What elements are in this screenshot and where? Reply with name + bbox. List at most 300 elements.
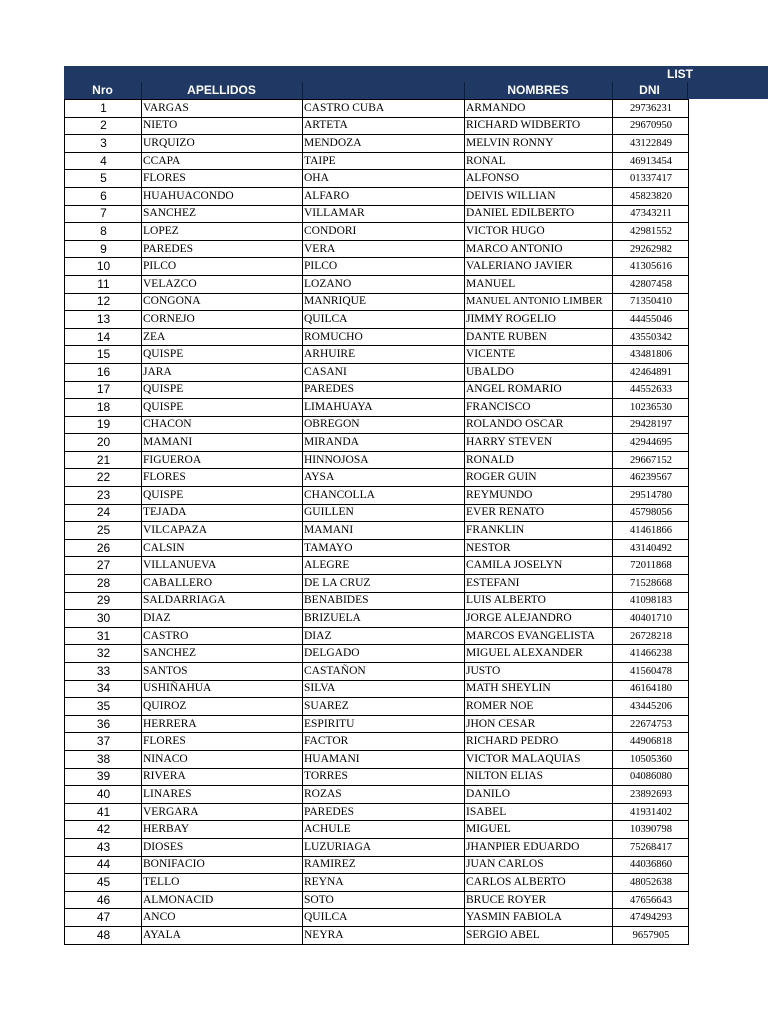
table-row (65, 575, 689, 593)
given-names-cell[interactable]: RICHARD WIDBERTO (465, 117, 613, 135)
first-surname-cell[interactable]: VARGAS (142, 100, 303, 118)
dni-cell[interactable]: 42944695 (613, 434, 689, 452)
dni-cell[interactable]: 46913454 (613, 152, 689, 170)
first-surname-cell[interactable]: RIVERA (142, 768, 303, 786)
table-row (65, 874, 689, 892)
second-surname-cell[interactable]: QUILCA (303, 909, 465, 927)
row-number[interactable]: 30 (65, 610, 142, 628)
dni-cell[interactable]: 29514780 (613, 487, 689, 505)
table-row (65, 504, 689, 522)
dni-cell[interactable]: 71528668 (613, 575, 689, 593)
dni-cell[interactable]: 71350410 (613, 293, 689, 311)
second-surname-cell[interactable]: DELGADO (303, 645, 465, 663)
table-body (65, 100, 689, 945)
dni-cell[interactable]: 40401710 (613, 610, 689, 628)
given-names-cell[interactable]: DANILO (465, 786, 613, 804)
row-number[interactable]: 11 (65, 275, 142, 293)
first-surname-cell[interactable]: CORNEJO (142, 311, 303, 329)
given-names-cell[interactable]: MANUEL (465, 275, 613, 293)
second-surname-cell[interactable]: MAMANI (303, 522, 465, 540)
given-names-cell[interactable]: RONAL (465, 152, 613, 170)
dni-cell[interactable]: 46239567 (613, 469, 689, 487)
given-names-cell[interactable]: CARLOS ALBERTO (465, 874, 613, 892)
table-row (65, 592, 689, 610)
table-row (65, 522, 689, 540)
dni-cell[interactable]: 44455046 (613, 311, 689, 329)
given-names-cell[interactable]: MARCOS EVANGELISTA (465, 627, 613, 645)
given-names-cell[interactable]: LUIS ALBERTO (465, 592, 613, 610)
second-surname-cell[interactable]: BRIZUELA (303, 610, 465, 628)
header-nro: Nro (92, 83, 113, 97)
first-surname-cell[interactable]: LINARES (142, 786, 303, 804)
row-number[interactable]: 26 (65, 539, 142, 557)
given-names-cell[interactable]: MANUEL ANTONIO LIMBER (465, 293, 613, 311)
first-surname-cell[interactable]: QUIROZ (142, 698, 303, 716)
list-title: LIST (667, 67, 693, 81)
second-surname-cell[interactable]: CASANI (303, 363, 465, 381)
second-surname-cell[interactable]: PILCO (303, 258, 465, 276)
table-row (65, 680, 689, 698)
dni-cell[interactable]: 41466238 (613, 645, 689, 663)
table-row (65, 381, 689, 399)
row-number[interactable]: 19 (65, 416, 142, 434)
table-row (65, 856, 689, 874)
given-names-cell[interactable]: ROMER NOE (465, 698, 613, 716)
table-row (65, 768, 689, 786)
row-number[interactable]: 33 (65, 663, 142, 681)
row-number[interactable]: 43 (65, 838, 142, 856)
table-row (65, 187, 689, 205)
table-row (65, 434, 689, 452)
row-number[interactable]: 16 (65, 363, 142, 381)
given-names-cell[interactable]: YASMIN FABIOLA (465, 909, 613, 927)
dni-cell[interactable]: 22674753 (613, 715, 689, 733)
row-number[interactable]: 7 (65, 205, 142, 223)
table-row (65, 416, 689, 434)
second-surname-cell[interactable]: NEYRA (303, 926, 465, 944)
second-surname-cell[interactable]: TAIPE (303, 152, 465, 170)
table-row (65, 275, 689, 293)
given-names-cell[interactable]: FRANKLIN (465, 522, 613, 540)
first-surname-cell[interactable]: FLORES (142, 170, 303, 188)
table-row (65, 451, 689, 469)
second-surname-cell[interactable]: CONDORI (303, 223, 465, 241)
given-names-cell[interactable]: ROGER GUIN (465, 469, 613, 487)
second-surname-cell[interactable]: QUILCA (303, 311, 465, 329)
dni-cell[interactable]: 42807458 (613, 275, 689, 293)
given-names-cell[interactable]: MARCO ANTONIO (465, 240, 613, 258)
dni-cell[interactable]: 29428197 (613, 416, 689, 434)
given-names-cell[interactable]: RONALD (465, 451, 613, 469)
second-surname-cell[interactable]: ESPIRITU (303, 715, 465, 733)
first-surname-cell[interactable]: SANTOS (142, 663, 303, 681)
first-surname-cell[interactable]: NINACO (142, 750, 303, 768)
second-surname-cell[interactable]: GUILLEN (303, 504, 465, 522)
second-surname-cell[interactable]: VILLAMAR (303, 205, 465, 223)
first-surname-cell[interactable]: ALMONACID (142, 891, 303, 909)
row-number[interactable]: 39 (65, 768, 142, 786)
table-row (65, 557, 689, 575)
row-number[interactable]: 29 (65, 592, 142, 610)
second-surname-cell[interactable]: MANRIQUE (303, 293, 465, 311)
given-names-cell[interactable]: CAMILA JOSELYN (465, 557, 613, 575)
row-number[interactable]: 35 (65, 698, 142, 716)
given-names-cell[interactable]: VALERIANO JAVIER (465, 258, 613, 276)
table-row (65, 487, 689, 505)
first-surname-cell[interactable]: CALSIN (142, 539, 303, 557)
second-surname-cell[interactable]: ROZAS (303, 786, 465, 804)
first-surname-cell[interactable]: HERRERA (142, 715, 303, 733)
first-surname-cell[interactable]: SANCHEZ (142, 205, 303, 223)
given-names-cell[interactable]: REYMUNDO (465, 487, 613, 505)
first-surname-cell[interactable]: VILLANUEVA (142, 557, 303, 575)
second-surname-cell[interactable]: LIMAHUAYA (303, 399, 465, 417)
given-names-cell[interactable]: MELVIN RONNY (465, 135, 613, 153)
dni-cell[interactable]: 41931402 (613, 803, 689, 821)
header-separator (612, 82, 613, 99)
table-row (65, 645, 689, 663)
table-row (65, 258, 689, 276)
dni-cell[interactable]: 43122849 (613, 135, 689, 153)
dni-cell[interactable]: 46164180 (613, 680, 689, 698)
table-row (65, 926, 689, 944)
first-surname-cell[interactable]: CASTRO (142, 627, 303, 645)
first-surname-cell[interactable]: DIOSES (142, 838, 303, 856)
row-number[interactable]: 4 (65, 152, 142, 170)
second-surname-cell[interactable]: ROMUCHO (303, 328, 465, 346)
first-surname-cell[interactable]: CABALLERO (142, 575, 303, 593)
table-row (65, 311, 689, 329)
given-names-cell[interactable]: DANIEL EDILBERTO (465, 205, 613, 223)
row-number[interactable]: 1 (65, 100, 142, 118)
dni-cell[interactable]: 29736231 (613, 100, 689, 118)
row-number[interactable]: 36 (65, 715, 142, 733)
header-separator (302, 82, 303, 99)
second-surname-cell[interactable]: HINNOJOSA (303, 451, 465, 469)
table-row (65, 117, 689, 135)
first-surname-cell[interactable]: CONGONA (142, 293, 303, 311)
table-row (65, 328, 689, 346)
first-surname-cell[interactable]: SANCHEZ (142, 645, 303, 663)
dni-cell[interactable]: 29667152 (613, 451, 689, 469)
row-number[interactable]: 40 (65, 786, 142, 804)
column-header-row (64, 82, 768, 99)
first-surname-cell[interactable]: PAREDES (142, 240, 303, 258)
first-surname-cell[interactable]: QUISPE (142, 381, 303, 399)
table-row (65, 663, 689, 681)
second-surname-cell[interactable]: CHANCOLLA (303, 487, 465, 505)
dni-cell[interactable]: 44906818 (613, 733, 689, 751)
table-row (65, 170, 689, 188)
given-names-cell[interactable]: JHANPIER EDUARDO (465, 838, 613, 856)
given-names-cell[interactable]: HARRY STEVEN (465, 434, 613, 452)
table-row (65, 346, 689, 364)
second-surname-cell[interactable]: SILVA (303, 680, 465, 698)
table-row (65, 803, 689, 821)
second-surname-cell[interactable]: ALFARO (303, 187, 465, 205)
dni-cell[interactable]: 47656643 (613, 891, 689, 909)
given-names-cell[interactable]: NILTON ELIAS (465, 768, 613, 786)
first-surname-cell[interactable]: ZEA (142, 328, 303, 346)
given-names-cell[interactable]: RICHARD PEDRO (465, 733, 613, 751)
second-surname-cell[interactable]: CASTRO CUBA (303, 100, 465, 118)
row-number[interactable]: 5 (65, 170, 142, 188)
row-number[interactable]: 18 (65, 399, 142, 417)
first-surname-cell[interactable]: HERBAY (142, 821, 303, 839)
table-row (65, 135, 689, 153)
second-surname-cell[interactable]: VERA (303, 240, 465, 258)
row-number[interactable]: 20 (65, 434, 142, 452)
dni-cell[interactable]: 43481806 (613, 346, 689, 364)
table-row (65, 750, 689, 768)
second-surname-cell[interactable]: ACHULE (303, 821, 465, 839)
title-bar (64, 66, 768, 82)
table-row (65, 733, 689, 751)
first-surname-cell[interactable]: VELAZCO (142, 275, 303, 293)
first-surname-cell[interactable]: TELLO (142, 874, 303, 892)
data-table (64, 99, 689, 945)
second-surname-cell[interactable]: ALEGRE (303, 557, 465, 575)
dni-cell[interactable]: 9657905 (613, 926, 689, 944)
first-surname-cell[interactable]: BONIFACIO (142, 856, 303, 874)
second-surname-cell[interactable]: PAREDES (303, 803, 465, 821)
given-names-cell[interactable]: JIMMY ROGELIO (465, 311, 613, 329)
header-separator (687, 82, 688, 99)
row-number[interactable]: 45 (65, 874, 142, 892)
row-number[interactable]: 23 (65, 487, 142, 505)
first-surname-cell[interactable]: PILCO (142, 258, 303, 276)
row-number[interactable]: 10 (65, 258, 142, 276)
given-names-cell[interactable]: NESTOR (465, 539, 613, 557)
given-names-cell[interactable]: VICTOR MALAQUIAS (465, 750, 613, 768)
spreadsheet-sheet (64, 66, 768, 945)
row-number[interactable]: 6 (65, 187, 142, 205)
given-names-cell[interactable]: EVER RENATO (465, 504, 613, 522)
first-surname-cell[interactable]: HUAHUACONDO (142, 187, 303, 205)
dni-cell[interactable]: 41098183 (613, 592, 689, 610)
first-surname-cell[interactable]: FIGUEROA (142, 451, 303, 469)
first-surname-cell[interactable]: URQUIZO (142, 135, 303, 153)
dni-cell[interactable]: 01337417 (613, 170, 689, 188)
row-number[interactable]: 47 (65, 909, 142, 927)
row-number[interactable]: 3 (65, 135, 142, 153)
given-names-cell[interactable]: DANTE RUBEN (465, 328, 613, 346)
dni-cell[interactable]: 42464891 (613, 363, 689, 381)
second-surname-cell[interactable]: FACTOR (303, 733, 465, 751)
table-row (65, 838, 689, 856)
table-row (65, 240, 689, 258)
row-number[interactable]: 25 (65, 522, 142, 540)
table-row (65, 469, 689, 487)
given-names-cell[interactable]: ANGEL ROMARIO (465, 381, 613, 399)
dni-cell[interactable]: 04086080 (613, 768, 689, 786)
given-names-cell[interactable]: VICTOR HUGO (465, 223, 613, 241)
dni-cell[interactable]: 41560478 (613, 663, 689, 681)
first-surname-cell[interactable]: VILCAPAZA (142, 522, 303, 540)
first-surname-cell[interactable]: ANCO (142, 909, 303, 927)
first-surname-cell[interactable]: QUISPE (142, 487, 303, 505)
given-names-cell[interactable]: JUAN CARLOS (465, 856, 613, 874)
first-surname-cell[interactable]: NIETO (142, 117, 303, 135)
given-names-cell[interactable]: FRANCISCO (465, 399, 613, 417)
row-number[interactable]: 46 (65, 891, 142, 909)
first-surname-cell[interactable]: MAMANI (142, 434, 303, 452)
dni-cell[interactable]: 26728218 (613, 627, 689, 645)
dni-cell[interactable]: 42981552 (613, 223, 689, 241)
dni-cell[interactable]: 10236530 (613, 399, 689, 417)
table-row (65, 399, 689, 417)
given-names-cell[interactable]: SERGIO ABEL (465, 926, 613, 944)
header-apellidos: APELLIDOS (187, 83, 256, 97)
table-row (65, 610, 689, 628)
row-number[interactable]: 17 (65, 381, 142, 399)
header-separator (464, 82, 465, 99)
row-number[interactable]: 42 (65, 821, 142, 839)
dni-cell[interactable]: 48052638 (613, 874, 689, 892)
row-number[interactable]: 22 (65, 469, 142, 487)
table-row (65, 715, 689, 733)
table-row (65, 205, 689, 223)
first-surname-cell[interactable]: VERGARA (142, 803, 303, 821)
header-dni: DNI (639, 83, 660, 97)
table-row (65, 152, 689, 170)
second-surname-cell[interactable]: DIAZ (303, 627, 465, 645)
row-number[interactable]: 2 (65, 117, 142, 135)
given-names-cell[interactable]: MIGUEL ALEXANDER (465, 645, 613, 663)
second-surname-cell[interactable]: TAMAYO (303, 539, 465, 557)
table-row (65, 293, 689, 311)
given-names-cell[interactable]: BRUCE ROYER (465, 891, 613, 909)
row-number[interactable]: 27 (65, 557, 142, 575)
given-names-cell[interactable]: ESTEFANI (465, 575, 613, 593)
dni-cell[interactable]: 23892693 (613, 786, 689, 804)
second-surname-cell[interactable]: SOTO (303, 891, 465, 909)
header-separator (141, 82, 142, 99)
first-surname-cell[interactable]: QUISPE (142, 399, 303, 417)
table-row (65, 891, 689, 909)
row-number[interactable]: 44 (65, 856, 142, 874)
given-names-cell[interactable]: JUSTO (465, 663, 613, 681)
table-row (65, 698, 689, 716)
first-surname-cell[interactable]: USHIÑAHUA (142, 680, 303, 698)
second-surname-cell[interactable]: PAREDES (303, 381, 465, 399)
second-surname-cell[interactable]: ARTETA (303, 117, 465, 135)
given-names-cell[interactable]: DEIVIS WILLIAN (465, 187, 613, 205)
row-number[interactable]: 13 (65, 311, 142, 329)
dni-cell[interactable]: 44036860 (613, 856, 689, 874)
given-names-cell[interactable]: ISABEL (465, 803, 613, 821)
table-row (65, 909, 689, 927)
row-number[interactable]: 31 (65, 627, 142, 645)
given-names-cell[interactable]: UBALDO (465, 363, 613, 381)
second-surname-cell[interactable]: REYNA (303, 874, 465, 892)
row-number[interactable]: 24 (65, 504, 142, 522)
dni-cell[interactable]: 47343211 (613, 205, 689, 223)
row-number[interactable]: 8 (65, 223, 142, 241)
row-number[interactable]: 12 (65, 293, 142, 311)
dni-cell[interactable]: 44552633 (613, 381, 689, 399)
first-surname-cell[interactable]: SALDARRIAGA (142, 592, 303, 610)
row-number[interactable]: 41 (65, 803, 142, 821)
given-names-cell[interactable]: ROLANDO OSCAR (465, 416, 613, 434)
dni-cell[interactable]: 41461866 (613, 522, 689, 540)
given-names-cell[interactable]: MIGUEL (465, 821, 613, 839)
row-number[interactable]: 14 (65, 328, 142, 346)
dni-cell[interactable]: 41305616 (613, 258, 689, 276)
second-surname-cell[interactable]: LUZURIAGA (303, 838, 465, 856)
row-number[interactable]: 9 (65, 240, 142, 258)
dni-cell[interactable]: 45823820 (613, 187, 689, 205)
table-row (65, 223, 689, 241)
row-number[interactable]: 15 (65, 346, 142, 364)
dni-cell[interactable]: 45798056 (613, 504, 689, 522)
dni-cell[interactable]: 43550342 (613, 328, 689, 346)
given-names-cell[interactable]: VICENTE (465, 346, 613, 364)
second-surname-cell[interactable]: AYSA (303, 469, 465, 487)
first-surname-cell[interactable]: TEJADA (142, 504, 303, 522)
second-surname-cell[interactable]: MIRANDA (303, 434, 465, 452)
dni-cell[interactable]: 10505360 (613, 750, 689, 768)
given-names-cell[interactable]: MATH SHEYLIN (465, 680, 613, 698)
first-surname-cell[interactable]: CHACON (142, 416, 303, 434)
first-surname-cell[interactable]: QUISPE (142, 346, 303, 364)
second-surname-cell[interactable]: SUAREZ (303, 698, 465, 716)
table-row (65, 786, 689, 804)
second-surname-cell[interactable]: RAMIREZ (303, 856, 465, 874)
row-number[interactable]: 48 (65, 926, 142, 944)
given-names-cell[interactable]: JHON CESAR (465, 715, 613, 733)
row-number[interactable]: 28 (65, 575, 142, 593)
given-names-cell[interactable]: ARMANDO (465, 100, 613, 118)
dni-cell[interactable]: 72011868 (613, 557, 689, 575)
row-number[interactable]: 34 (65, 680, 142, 698)
row-number[interactable]: 32 (65, 645, 142, 663)
dni-cell[interactable]: 10390798 (613, 821, 689, 839)
dni-cell[interactable]: 43445206 (613, 698, 689, 716)
second-surname-cell[interactable]: MENDOZA (303, 135, 465, 153)
row-number[interactable]: 37 (65, 733, 142, 751)
dni-cell[interactable]: 43140492 (613, 539, 689, 557)
dni-cell[interactable]: 47494293 (613, 909, 689, 927)
first-surname-cell[interactable]: AYALA (142, 926, 303, 944)
first-surname-cell[interactable]: CCAPA (142, 152, 303, 170)
first-surname-cell[interactable]: FLORES (142, 733, 303, 751)
first-surname-cell[interactable]: JARA (142, 363, 303, 381)
first-surname-cell[interactable]: LOPEZ (142, 223, 303, 241)
dni-cell[interactable]: 75268417 (613, 838, 689, 856)
table-row (65, 539, 689, 557)
second-surname-cell[interactable]: OHA (303, 170, 465, 188)
dni-cell[interactable]: 29262982 (613, 240, 689, 258)
second-surname-cell[interactable]: ARHUIRE (303, 346, 465, 364)
first-surname-cell[interactable]: DIAZ (142, 610, 303, 628)
row-number[interactable]: 38 (65, 750, 142, 768)
given-names-cell[interactable]: JORGE ALEJANDRO (465, 610, 613, 628)
second-surname-cell[interactable]: LOZANO (303, 275, 465, 293)
second-surname-cell[interactable]: CASTAÑON (303, 663, 465, 681)
second-surname-cell[interactable]: BENABIDES (303, 592, 465, 610)
second-surname-cell[interactable]: TORRES (303, 768, 465, 786)
table-row (65, 100, 689, 118)
header-nombres: NOMBRES (507, 83, 569, 97)
second-surname-cell[interactable]: HUAMANI (303, 750, 465, 768)
dni-cell[interactable]: 29670950 (613, 117, 689, 135)
second-surname-cell[interactable]: OBREGON (303, 416, 465, 434)
first-surname-cell[interactable]: FLORES (142, 469, 303, 487)
given-names-cell[interactable]: ALFONSO (465, 170, 613, 188)
second-surname-cell[interactable]: DE LA CRUZ (303, 575, 465, 593)
row-number[interactable]: 21 (65, 451, 142, 469)
